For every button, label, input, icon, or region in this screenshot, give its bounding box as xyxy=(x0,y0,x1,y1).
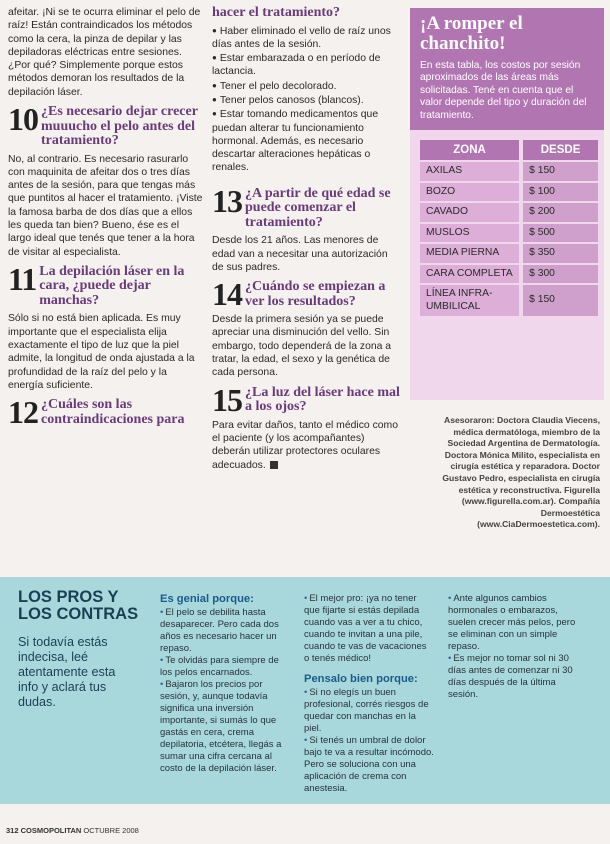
question-title: ¿Cuándo se empiezan a ver los resultados? xyxy=(245,279,386,309)
question-number: 11 xyxy=(8,260,37,297)
price-cell: $ 500 xyxy=(523,224,598,243)
expert-credits: Asesoraron: Doctora Claudia Viecens, médica dermatóloga, miembro de la Sociedad Argentina de Dermatología. Doctora Mónica Milito, especialista en cirugía estética y reparadora. Doctor Gustavo Pedro, especialista en cirugía estética y reconstructiva. Figurella (www.figurella.com.ar). Compañía Dermoestética (www.CiaDermoestetica.com). xyxy=(442,415,600,530)
table-header-row xyxy=(420,140,598,160)
question-title: ¿La luz del láser hace mal a los ojos? xyxy=(245,384,400,415)
question-12 xyxy=(8,394,204,431)
zone-cell: CARA COMPLETA xyxy=(420,265,519,284)
price-cell: $ 100 xyxy=(523,183,598,202)
price-cell: $ 300 xyxy=(523,265,598,284)
question-12-continued: hacer el tratamiento? xyxy=(212,5,341,20)
list-item: ● Estar tomando medicamentos que puedan alterar tu funcionamiento hormonal. Además, es necesario descartar alteraciones hepáticas o renales. xyxy=(212,107,402,174)
table-row xyxy=(420,162,598,181)
page-footer xyxy=(6,826,139,835)
table-row xyxy=(420,244,598,263)
answer-15-text: Para evitar daños, tanto el médico como el paciente (y los acompañantes) deberán utilizar protectores oculares adecuados. xyxy=(212,419,398,471)
answer-10: No, al contrario. Es necesario rasurarlo con maquinita de afeitar dos o tres días antes de la sesión, para que tengas más que puntitos al hacer el tratamiento. ¡Viste la famosa barba de dos días que a ellos les queda tan bien? Bueno, ése es el largo ideal que tenés que tener a la hora de visitar al especialista. xyxy=(8,153,203,258)
list-item: ● Haber eliminado el vello de raíz unos días antes de la sesión. xyxy=(212,24,402,52)
question-title: ¿Es necesario dejar crecer muuucho el pelo antes del tratamiento? xyxy=(41,104,198,149)
pros-cons-title: LOS PROS Y LOS CONTRAS xyxy=(18,588,139,623)
table-row xyxy=(420,183,598,202)
price-cell: $ 350 xyxy=(523,244,598,263)
column-header-desde: DESDE xyxy=(523,140,598,160)
price-table xyxy=(420,138,598,318)
question-number: 12 xyxy=(8,394,38,431)
list-item: • Si tenés un umbral de dolor bajo te va a resultar incómodo. Pero se soluciona con una aplicación de crema con anestesia. xyxy=(304,735,434,794)
list-item: • Bajaron los precios por sesión, y, aunque todavía significa una inversión importante, si sumás lo que gastás en cera, crema depilatoria, etcétera, llegás a sumar una cifra cercana al costo de la depilación láser. xyxy=(160,679,282,774)
column-header-zona: ZONA xyxy=(420,140,519,160)
answer-15 xyxy=(212,419,402,472)
answer-14: Desde la primera sesión ya se puede apreciar una disminución del vello. Sin embargo, todo dependerá de la zona a tratar, la edad, el sexo y la genética de cada persona. xyxy=(212,314,392,379)
price-cell: $ 150 xyxy=(523,285,598,316)
answer-11: Sólo si no está bien aplicada. Es muy importante que el especialista elija exactamente el tipo de luz que la piel admite, la longitud de onda ajustada a la profundidad de la raíz del pelo y la energía suficiente. xyxy=(8,313,195,391)
list-item: • El mejor pro: ¡ya no tener que fijarte si estás depilada cuando vas a ver a tu chico, cuando te invitan a una pile, cuando te vas de vacaciones o tenés médico! xyxy=(304,593,427,664)
question-title: La depilación láser en la cara, ¿puede dejar manchas? xyxy=(39,263,185,308)
question-number: 13 xyxy=(212,182,242,219)
price-sidebar-title: ¡A romper el chanchito! xyxy=(420,13,523,54)
intro-paragraph: afeitar. ¡Ni se te ocurra eliminar el pelo de raíz! Están contraindicados los métodos como la cera, la pinza de depilar y las depiladoras eléctricas entre sesiones. ¿Por qué? Simplemente porque estos métodos demoran los resultados de la depilación láser. xyxy=(8,7,201,98)
price-sidebar-intro: En esta tabla, los costos por sesión aproximados de las áreas más solicitadas. Tené en cuenta que el valor depende del tipo y duración del tratamiento. xyxy=(420,60,587,121)
zone-cell: MUSLOS xyxy=(420,224,519,243)
good-heading: Es genial porque: xyxy=(160,593,254,605)
list-item: • El pelo se debilita hasta desaparecer. Pero cada dos años es necesario hacer un repaso. xyxy=(160,607,279,654)
article-column-2 xyxy=(212,6,402,478)
pros-column-2 xyxy=(304,593,434,795)
zone-cell: CAVADO xyxy=(420,203,519,222)
list-item: ● Tener pelos canosos (blancos). xyxy=(212,93,402,107)
list-item: • Te olvidás para siempre de los pelos encarnados. xyxy=(160,655,279,678)
page-number: 312 xyxy=(6,826,19,835)
table-row xyxy=(420,203,598,222)
question-number: 10 xyxy=(8,101,38,138)
table-row xyxy=(420,265,598,284)
question-title: ¿Cuáles son las contraindicaciones para xyxy=(41,397,185,427)
question-title: ¿A partir de qué edad se puede comenzar el tratamiento? xyxy=(245,185,391,230)
issue-date: OCTUBRE 2008 xyxy=(83,826,139,835)
question-15 xyxy=(212,381,402,418)
answer-13: Desde los 21 años. Las menores de edad van a necesitar una autorización de sus padres. xyxy=(212,235,388,273)
price-cell: $ 150 xyxy=(523,162,598,181)
price-cell: $ 200 xyxy=(523,203,598,222)
list-item: ● Estar embarazada o en período de lactancia. xyxy=(212,51,402,79)
list-item: ● Tener el pelo decolorado. xyxy=(212,79,402,93)
list-item: • Si no elegís un buen profesional, corrés riesgos de quedar con manchas en la piel. xyxy=(304,687,429,734)
price-sidebar-header xyxy=(410,8,604,130)
zone-cell: AXILAS xyxy=(420,162,519,181)
contraindications-list xyxy=(212,24,402,175)
magazine-name: COSMOPOLITAN xyxy=(20,826,82,835)
question-13 xyxy=(212,182,402,231)
list-item: • Es mejor no tomar sol ni 30 días antes de comenzar ni 30 días después de la última sesión. xyxy=(448,653,573,700)
article-column-1 xyxy=(8,6,204,431)
list-item: • Ante algunos cambios hormonales o embarazos, suelen crecer más pelos, pero se eliminan con un simple repaso. xyxy=(448,593,576,652)
question-10 xyxy=(8,101,204,149)
table-row xyxy=(420,285,598,316)
pros-column-3 xyxy=(448,593,578,701)
zone-cell: BOZO xyxy=(420,183,519,202)
end-of-article-icon xyxy=(270,461,278,469)
question-11 xyxy=(8,260,204,309)
pros-cons-section xyxy=(0,577,610,804)
price-sidebar xyxy=(410,8,604,400)
zone-cell: MEDIA PIERNA xyxy=(420,244,519,263)
question-number: 15 xyxy=(212,381,242,418)
pros-column-1 xyxy=(160,593,292,775)
question-number: 14 xyxy=(212,276,242,313)
table-row xyxy=(420,224,598,243)
pros-cons-intro: Si todavía estás indecisa, leé atentamente esta info y aclará tus dudas. xyxy=(18,635,116,709)
bad-heading: Pensalo bien porque: xyxy=(304,673,418,685)
zone-cell: LÍNEA INFRA-UMBILICAL xyxy=(420,285,519,316)
question-14 xyxy=(212,276,402,313)
